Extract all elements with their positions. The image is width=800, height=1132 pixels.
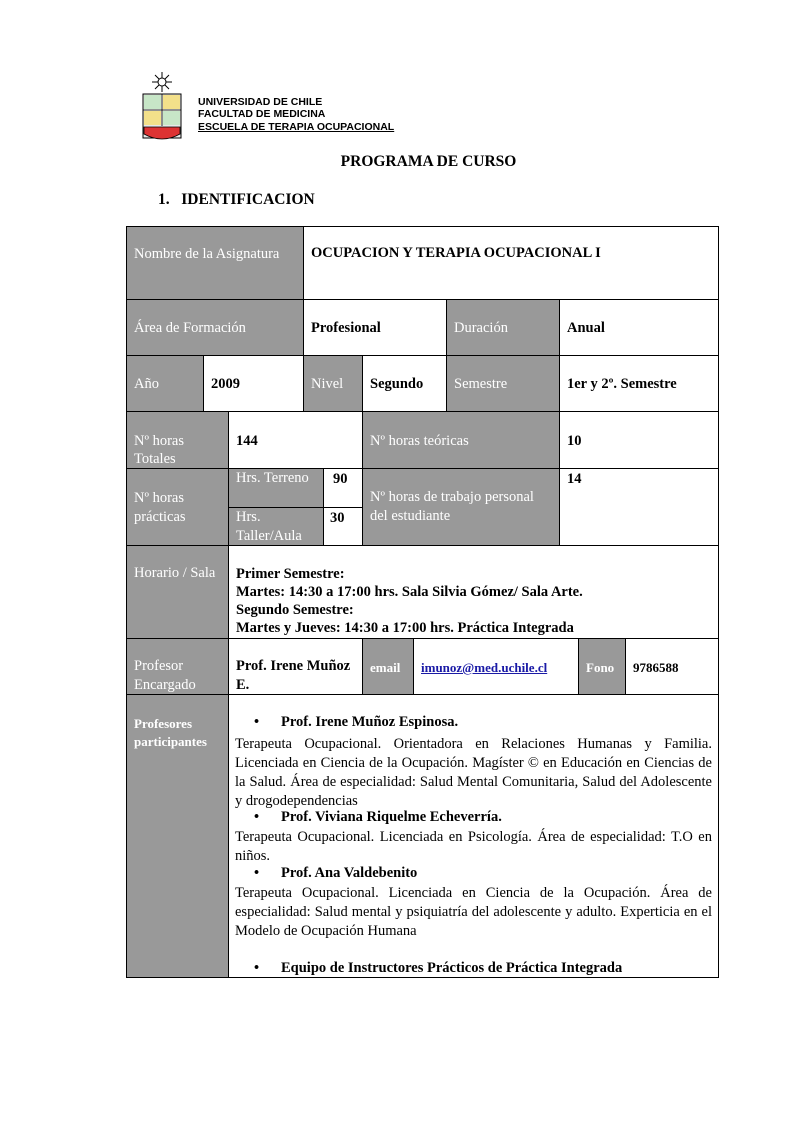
participant-2-name: • Prof. Viviana Riquelme Echeverría.: [256, 809, 502, 826]
participant-1-name: • Prof. Irene Muñoz Espinosa.: [256, 714, 458, 731]
duracion-value: Anual: [559, 299, 719, 356]
participant-3-name: • Prof. Ana Valdebenito: [256, 865, 417, 882]
trabajo-personal-value: 14: [559, 468, 719, 546]
horas-totales-label: Nº horas Totales: [126, 411, 229, 469]
school-name: ESCUELA DE TERAPIA OCUPACIONAL: [198, 121, 395, 133]
email-link[interactable]: imunoz@med.uchile.cl: [421, 660, 548, 675]
nombre-value: OCUPACION Y TERAPIA OCUPACIONAL I: [303, 226, 719, 300]
horario-line-1: Primer Semestre:: [236, 566, 345, 582]
document-title: PROGRAMA DE CURSO: [340, 153, 517, 170]
hrs-taller-value: 30: [323, 507, 363, 546]
duracion-label: Duración: [446, 299, 560, 356]
instructores-item: • Equipo de Instructores Prácticos de Práctica Integrada: [256, 960, 622, 977]
university-seal-logo: [140, 70, 184, 146]
area-label: Área de Formación: [126, 299, 304, 356]
hrs-terreno-label: Hrs. Terreno: [228, 468, 324, 508]
faculty-name: FACULTAD DE MEDICINA: [198, 108, 326, 120]
trabajo-personal-label: Nº horas de trabajo personal del estudiante: [362, 468, 560, 546]
horas-teoricas-label: Nº horas teóricas: [362, 411, 560, 469]
email-cell: [413, 638, 579, 695]
horas-totales-value: 144: [228, 411, 363, 469]
horario-line-3: Segundo Semestre:: [236, 602, 354, 618]
nombre-label: Nombre de la Asignatura: [126, 226, 304, 300]
university-name: UNIVERSIDAD DE CHILE: [198, 96, 323, 108]
participant-1-description: Terapeuta Ocupacional. Orientadora en Relaciones Humanas y Familia. Licenciada en Ciencia de la Ocupación. Magíster © en Educación en Ciencias de la Salud. Área de especialidad: Salud Mental Comunitaria, Salud del Adolescente y drogodependencias: [235, 736, 712, 809]
horario-line-4: Martes y Jueves: 14:30 a 17:00 hrs. Práctica Integrada: [236, 620, 574, 636]
fono-value: 9786588: [625, 638, 719, 695]
horario-value: [228, 545, 719, 639]
horario-label: Horario / Sala: [126, 545, 229, 639]
semestre-label: Semestre: [446, 355, 560, 412]
horario-line-2: Martes: 14:30 a 17:00 hrs. Sala Silvia Gómez/ Sala Arte.: [236, 584, 583, 600]
participant-2-description: Terapeuta Ocupacional. Licenciada en Psicología. Área de especialidad: T.O en niños.: [235, 829, 712, 864]
area-value: Profesional: [303, 299, 447, 356]
profesor-label: Profesor Encargado: [126, 638, 229, 695]
horas-practicas-label: Nº horas prácticas: [126, 468, 229, 546]
section-title: 1. IDENTIFICACION: [158, 191, 315, 208]
participant-3-description: Terapeuta Ocupacional. Licenciada en Ciencia de la Ocupación. Área de especialidad: Salud mental y psiquiatría del adolescente y adulto. Experticia en el Modelo de Ocupación Humana: [235, 885, 712, 939]
nivel-label: Nivel: [303, 355, 363, 412]
anio-value: 2009: [203, 355, 304, 412]
anio-label: Año: [126, 355, 204, 412]
hrs-taller-label: Hrs. Taller/Aula: [228, 507, 324, 546]
fono-label: Fono: [578, 638, 626, 695]
profesor-value: Prof. Irene Muñoz E.: [228, 638, 363, 695]
horas-teoricas-value: 10: [559, 411, 719, 469]
semestre-value: 1er y 2º. Semestre: [559, 355, 719, 412]
hrs-terreno-value: 90: [323, 468, 363, 508]
nivel-value: Segundo: [362, 355, 447, 412]
participantes-label: Profesores participantes: [126, 694, 229, 978]
email-label: email: [362, 638, 414, 695]
